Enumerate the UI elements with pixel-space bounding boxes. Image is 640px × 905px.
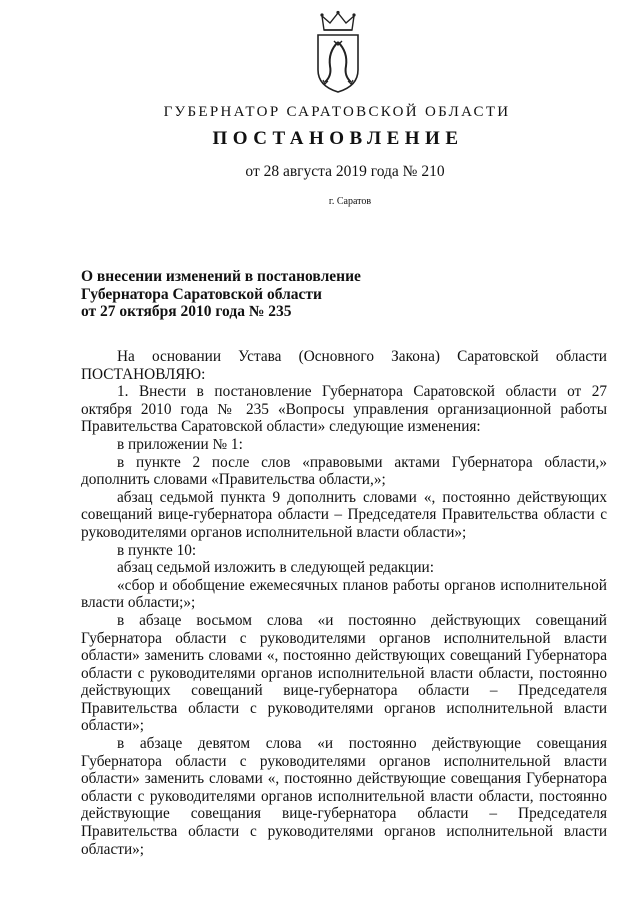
document-type: ПОСТАНОВЛЕНИЕ: [212, 128, 464, 149]
title-line: от 27 октября 2010 года № 235: [81, 303, 292, 320]
body-paragraph: в пункте 10:: [117, 541, 197, 559]
document-body: [81, 348, 607, 858]
document-title: [81, 268, 361, 321]
document-city: г. Саратов: [328, 196, 372, 207]
body-paragraph: в пункте 2 после слов «правовыми актами Губернатора области,» дополнить словами «Правительства области,»;: [81, 453, 607, 489]
body-paragraph: «сбор и обобщение ежемесячных планов работы органов исполнительной власти области;»;: [81, 576, 607, 612]
body-paragraph: На основании Устава (Основного Закона) Саратовской области ПОСТАНОВЛЯЮ:: [81, 348, 607, 383]
body-paragraph: 1. Внести в постановление Губернатора Саратовской области от 27 октября 2010 года № 235 «Вопросы управления организационной работы Правительства Саратовской области» следующие изменения:: [81, 383, 607, 436]
body-paragraph: в абзаце восьмом слова «и постоянно действующих совещаний Губернатора области с руководителями органов исполнительной власти области» заменить словами «, постоянно действующих совещаний Губернатора области с руководителями органов исполнительной власти области, постоянно действующих совещаний вице-губернатора области – Председателя Правительства области с руководителями органов исполнительной власти области»;: [81, 611, 607, 735]
title-line: О внесении изменений в постановление: [81, 268, 361, 285]
saratov-coat-of-arms-icon: [312, 10, 364, 94]
body-paragraph: абзац седьмой изложить в следующей редакции:: [117, 559, 434, 577]
title-line: Губернатора Саратовской области: [81, 285, 322, 303]
body-paragraph: в приложении № 1:: [117, 435, 243, 453]
body-paragraph: абзац седьмой пункта 9 дополнить словами «, постоянно действующих совещаний вице-губернатора области – Председателя Правительства области с руководителями органов исполнительной власти области»;: [81, 488, 607, 541]
document-date-number: от 28 августа 2019 года № 210: [245, 163, 445, 180]
issuing-authority: ГУБЕРНАТОР САРАТОВСКОЙ ОБЛАСТИ: [163, 104, 511, 120]
body-paragraph: в абзаце девятом слова «и постоянно действующие совещания Губернатора области с руководителями органов исполнительной власти области» заменить словами «, постоянно действующие совещания Губернатора области с руководителями органов исполнительной власти области, постоянно действующие совещания вице-губернатора области – Председателя Правительства области с руководителями органов исполнительной власти области»;: [81, 735, 607, 858]
